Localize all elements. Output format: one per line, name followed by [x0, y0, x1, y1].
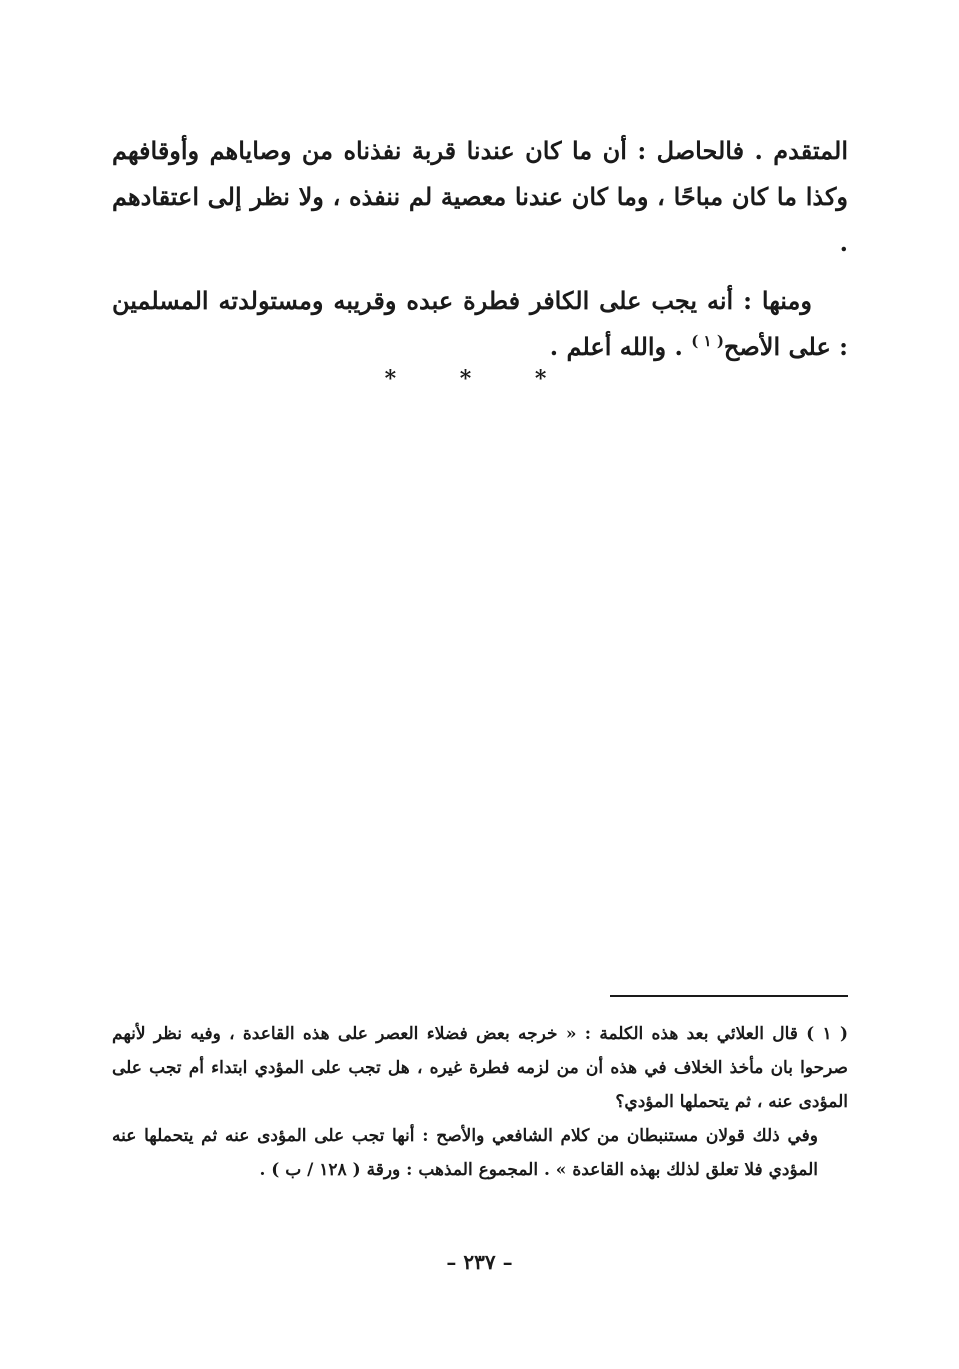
paragraph-conclusion: [112, 128, 848, 266]
paragraph-1-text: المتقدم . فالحاصل : أن ما كان عندنا قربة نفذناه من وصاياهم وأوقافهم وكذا ما كان مباحًا ، وما كان عندنا معصية لم ننفذه ، ولا نظر إلى اعتقادهم .: [112, 136, 848, 257]
footnote-1: ( ١ ) قال العلائي بعد هذه الكلمة : « خرجه بعض فضلاء العصر على هذه القاعدة ، وفيه نظر لأنهم صرحوا بان مأخذ الخلاف في هذه أن من لزمه فطرة غيره ، هل تجب على المؤدي ابتداء أم تجب على المؤدى عنه ، ثم يتحملها المؤدي؟: [112, 1024, 848, 1112]
paragraph-2-tail: . والله أعلم .: [549, 332, 692, 361]
paragraph-2-text: ومنها : أنه يجب على الكافر فطرة عبده وقريبه ومستولدته المسلمين : على الأصح: [112, 286, 848, 361]
footnote-1-continued: وفي ذلك قولان مستنبطان من كلام الشافعي والأصح : أنها تجب على المؤدى عنه ثم يتحملها عنه المؤدي فلا تعلق لذلك بهذه القاعدة » . المجموع المذهب : ورقة ( ١٢٨ / ب ) .: [112, 1126, 818, 1180]
footnote-divider: [610, 995, 848, 997]
footnotes-section: [112, 1017, 848, 1187]
footnote-reference[interactable]: ( ١ ): [691, 332, 724, 350]
section-separator: * * *: [384, 366, 575, 392]
paragraph-zakat-rule: [112, 278, 848, 370]
main-text: [112, 128, 848, 382]
page-number: – ٢٣٧ –: [446, 1250, 513, 1274]
